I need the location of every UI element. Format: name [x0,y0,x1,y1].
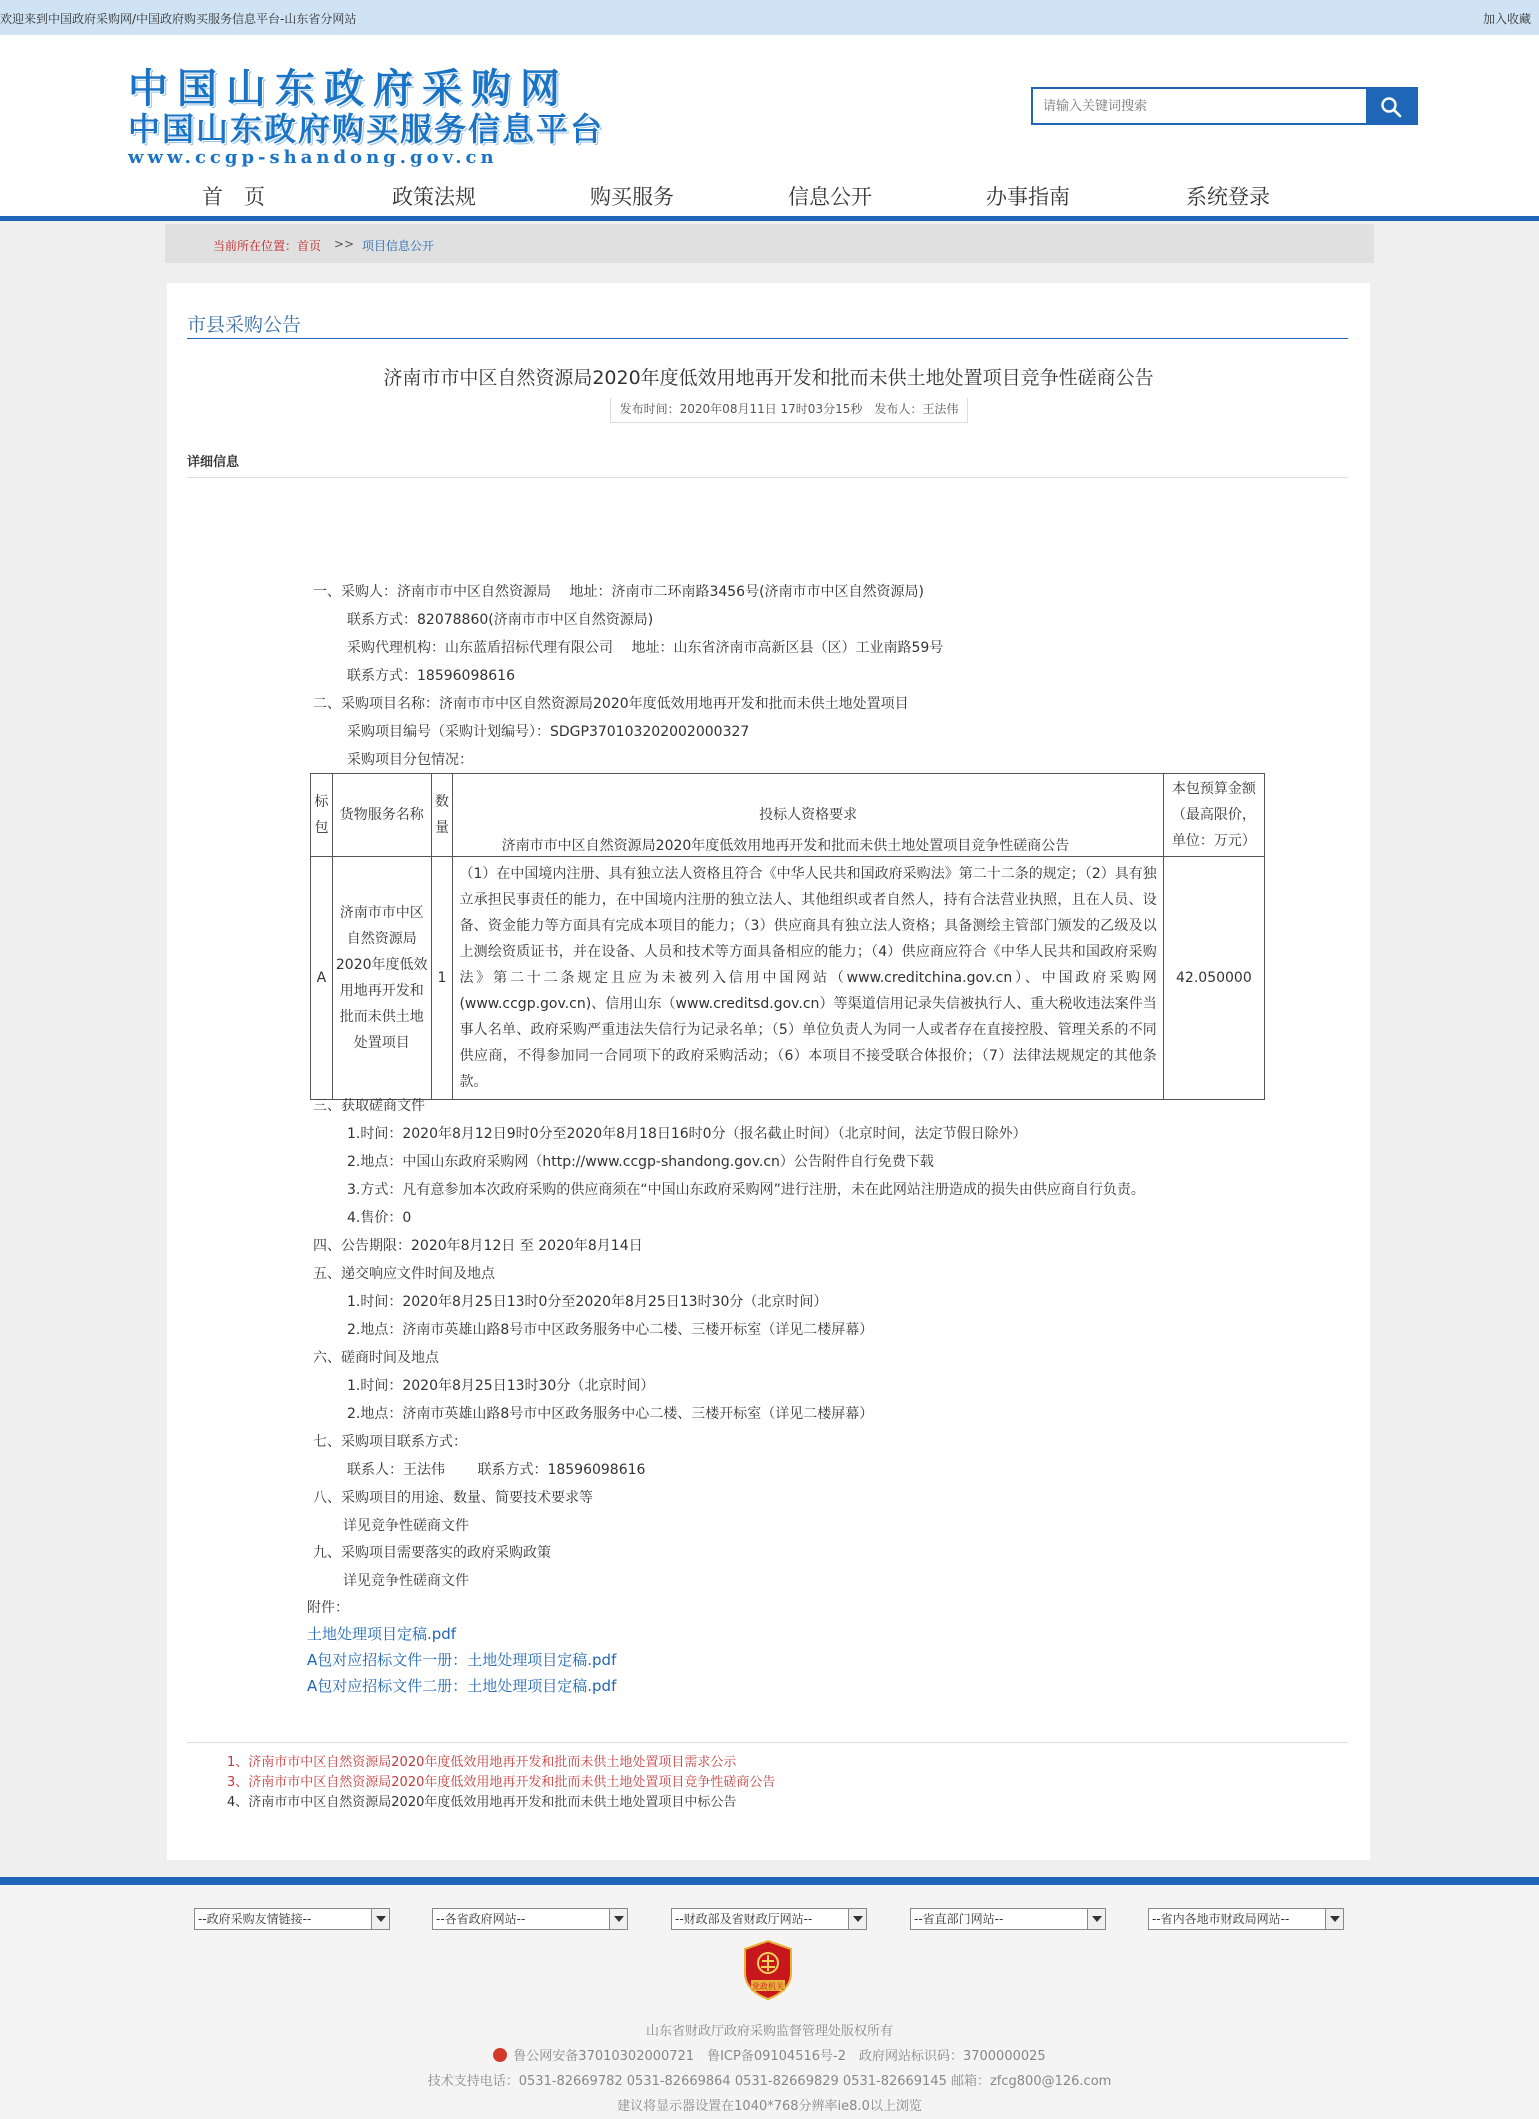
logo-line-2: 中国山东政府购买服务信息平台 [128,110,605,148]
article-meta: 发布时间：2020年08月11日 17时03分15秒 发布人：王法伟 [610,398,968,423]
breadcrumb-label: 当前所在位置： [213,239,298,253]
text-line: 四、公告期限：2020年8月12日 至 2020年8月14日 [313,1238,643,1254]
table-cell-requirement: （1）在中国境内注册、具有独立法人资格且符合《中华人民共和国政府采购法》第二十二条的规定；（2）具有独立承担民事责任的能力，在中国境内注册的独立法人、其他组织或者自然人，持有合法营业执照，且在人员、设备、资金能力等方面具有完成本项目的能力；（3）供应商具有独立法人资格；具备测绘主管部门颁发的乙级及以上测绘资质证书，并在设备、人员和技术等方面具备相应的能力；（4）供应商应符合《中华人民共和国政府采购法》第二十二条规定且应为未被列入信用中国网站（www.creditchina.gov.cn）、中国政府采购网(www.ccgp.gov.cn)、信用山东（www.creditsd.gov.cn）等渠道信用记录失信被执行人、重大税收违法案件当事人名单、政府采购严重违法失信行为记录名单；（5）单位负责人为同一人或者存在直接控股、管理关系的不同供应商，不得参加同一合同项下的政府采购活动；（6）本项目不接受联合体报价；（7）法律法规规定的其他条款。 [453,857,1163,1100]
table-cell-budget: 42.050000 [1163,857,1264,1100]
related-divider [187,1742,1348,1743]
text-line: 联系人：王法伟 联系方式：18596098616 [347,1462,646,1478]
footer-top-bar [0,1877,1539,1885]
party-gov-badge-icon[interactable] [741,1939,795,2001]
nav-info-public[interactable]: 信息公开 [788,185,872,209]
nav-divider [0,216,1539,221]
nav-login[interactable]: 系统登录 [1186,185,1270,209]
attachment-link[interactable]: 土地处理项目定稿.pdf [307,1625,457,1643]
text-line: 一、采购人：济南市市中区自然资源局 地址：济南市二环南路3456号(济南市市中区自然资源局) [313,584,925,600]
table-cell-qty: 1 [431,857,453,1100]
chevron-down-icon [609,1909,627,1929]
table-header-row [311,774,1265,857]
doc-title: 济南市市中区自然资源局2020年度低效用地再开发和批而未供土地处置项目竞争性磋商公告 [501,838,1070,854]
nav-purchase-service[interactable]: 购买服务 [590,185,674,209]
add-favorite-link[interactable]: 加入收藏 [1482,12,1531,26]
text-line: 1.时间：2020年8月12日9时0分至2020年8月18日16时0分（报名截止时间）（北京时间，法定节假日除外） [347,1126,1027,1142]
text-line: 联系方式：82078860(济南市市中区自然资源局) [347,612,654,628]
table-header: 投标人资格要求 [453,774,1163,857]
text-line: 详见竞争性磋商文件 [343,1518,469,1534]
icp-record: 鲁公网安备37010302000721 鲁ICP备09104516号-2 政府网站标识码：3700000025 [513,2049,1046,2064]
nav-policy[interactable]: 政策法规 [392,185,476,209]
friend-links-select[interactable] [194,1908,390,1930]
table-header: 标包 [311,774,333,857]
chevron-down-icon [1087,1909,1105,1929]
search-icon [1380,96,1402,118]
text-line: 详见竞争性磋商文件 [343,1573,469,1589]
article-title: 济南市市中区自然资源局2020年度低效用地再开发和批而未供土地处置项目竞争性磋商公告 [383,367,1154,389]
text-line: 采购代理机构：山东蓝盾招标代理有限公司 地址：山东省济南市高新区县（区）工业南路59号 [347,640,944,656]
breadcrumb-current[interactable]: 项目信息公开 [362,239,435,253]
search-input[interactable] [1033,89,1363,123]
text-line: 1.时间：2020年8月25日13时30分（北京时间） [347,1378,655,1394]
search-button[interactable] [1366,89,1416,123]
nav-home[interactable]: 首 页 [202,185,265,209]
site-footer [0,1885,1539,2119]
site-logo[interactable] [128,67,604,169]
text-line: 二、采购项目名称：济南市市中区自然资源局2020年度低效用地再开发和批而未供土地处置项目 [313,696,909,712]
section-title: 市县采购公告 [187,314,302,336]
text-line: 2.地点：济南市英雄山路8号市中区政务服务中心二楼、三楼开标室（详见二楼屏幕） [347,1322,874,1338]
text-line: 4.售价：0 [347,1210,412,1226]
section-divider [187,338,1348,339]
main-nav [0,168,1539,220]
table-cell-pkg: A [311,857,333,1100]
text-line: 3.方式：凡有意参加本次政府采购的供应商须在“中国山东政府采购网”进行注册，未在此网站注册造成的损失由供应商自行负责。 [347,1182,1145,1198]
top-bar [0,0,1539,35]
detail-divider [187,477,1348,478]
select-value: --省内各地市财政局网站-- [1152,1912,1290,1926]
text-line: 八、采购项目的用途、数量、简要技术要求等 [313,1490,593,1506]
table-header: 本包预算金额（最高限价，单位：万元） [1163,774,1264,857]
icp-text [0,2045,1539,2064]
text-line: 五、递交响应文件时间及地点 [313,1266,495,1282]
attachment-link[interactable]: A包对应招标文件二册：土地处理项目定稿.pdf [307,1677,617,1695]
text-line: 联系方式：18596098616 [347,668,515,684]
attachments-label: 附件： [307,1600,349,1616]
table-cell-name: 济南市市中区自然资源局2020年度低效用地再开发和批而未供土地处置项目 [332,857,431,1100]
table-row [311,857,1265,1100]
related-link[interactable]: 1、济南市市中区自然资源局2020年度低效用地再开发和批而未供土地处置项目需求公示 [227,1755,737,1770]
breadcrumb-separator: >> [334,237,355,251]
text-line: 七、采购项目联系方式： [313,1434,467,1450]
detail-label: 详细信息 [187,455,240,470]
text-line: 三、获取磋商文件 [313,1098,425,1114]
main-content [167,283,1370,1860]
text-line: 1.时间：2020年8月25日13时0分至2020年8月25日13时30分（北京时间） [347,1294,828,1310]
provincial-dept-select[interactable] [910,1908,1106,1930]
chevron-down-icon [848,1909,866,1929]
logo-line-1: 中国山东政府采购网 [128,65,569,112]
table-header: 货物服务名称 [332,774,431,857]
province-gov-select[interactable] [432,1908,628,1930]
browser-advice: 建议将显示器设置在1040*768分辨率ie8.0以上浏览 [617,2099,922,2114]
copyright-text: 山东省财政厅政府采购监督管理处版权所有 [645,2024,893,2039]
city-finance-select[interactable] [1148,1908,1344,1930]
table-header: 数量 [431,774,453,857]
police-badge-icon [493,2048,507,2062]
related-link[interactable]: 4、济南市市中区自然资源局2020年度低效用地再开发和批而未供土地处置项目中标公告 [227,1795,737,1810]
finance-dept-select[interactable] [671,1908,867,1930]
text-line: 2.地点：中国山东政府采购网（http://www.ccgp-shandong.gov.cn）公告附件自行免费下载 [347,1154,934,1170]
text-line: 九、采购项目需要落实的政府采购政策 [313,1545,551,1561]
support-text: 技术支持电话：0531-82669782 0531-82669864 0531-82669829 0531-82669145 邮箱：zfcg800@126.com [427,2074,1112,2089]
select-value: --财政部及省财政厅网站-- [675,1912,813,1926]
text-line: 采购项目分包情况： [347,752,473,768]
logo-url: www.ccgp-shandong.gov.cn [128,147,498,168]
badge-text: 党政机关 [752,1982,784,1991]
search-box [1031,87,1418,125]
related-link[interactable]: 3、济南市市中区自然资源局2020年度低效用地再开发和批而未供土地处置项目竞争性磋商公告 [227,1775,776,1790]
text-line: 采购项目编号（采购计划编号）：SDGP370103202002000327 [347,724,750,740]
chevron-down-icon [371,1909,389,1929]
select-value: --政府采购友情链接-- [198,1912,312,1926]
chevron-down-icon [1325,1909,1343,1929]
breadcrumb-home[interactable]: 首页 [297,239,322,253]
select-value: --各省政府网站-- [436,1912,526,1926]
breadcrumb [165,224,1374,263]
nav-guide[interactable]: 办事指南 [986,185,1070,209]
welcome-text: 欢迎来到中国政府采购网/中国政府购买服务信息平台-山东省分网站 [0,12,357,26]
text-line: 六、磋商时间及地点 [313,1350,439,1366]
text-line: 2.地点：济南市英雄山路8号市中区政务服务中心二楼、三楼开标室（详见二楼屏幕） [347,1406,874,1422]
package-table [310,773,1265,1100]
attachment-link[interactable]: A包对应招标文件一册：土地处理项目定稿.pdf [307,1651,617,1669]
select-value: --省直部门网站-- [914,1912,1004,1926]
